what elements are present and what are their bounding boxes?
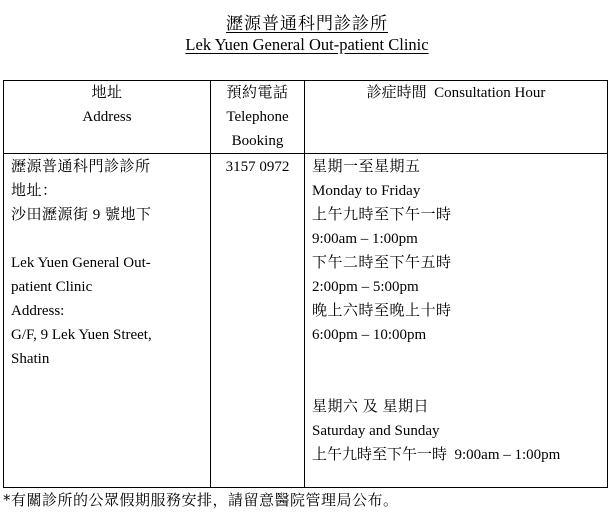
header-address	[4, 81, 211, 154]
header-address-en: Address	[82, 109, 132, 125]
header-phone	[211, 81, 305, 154]
weekday-evening-en: 6:00pm – 10:00pm	[312, 327, 427, 343]
weekend-hours: 上午九時至下午一時 9:00am – 1:00pm	[312, 447, 561, 463]
weekday-days-zh: 星期一至星期五	[312, 159, 421, 175]
header-hours-text: 診症時間 Consultation Hour	[366, 85, 546, 101]
weekday-afternoon-zh: 下午二時至下午五時	[312, 255, 452, 271]
address-line: 瀝源普通科門診診所	[11, 159, 151, 175]
weekday-morning-en: 9:00am – 1:00pm	[312, 231, 418, 247]
title-english: Lek Yuen General Out-patient Clinic	[185, 35, 429, 54]
header-phone-zh: 預約電話	[226, 85, 289, 101]
weekday-afternoon-en: 2:00pm – 5:00pm	[312, 279, 419, 295]
weekday-evening-zh: 晚上六時至晚上十時	[312, 303, 452, 319]
address-line: 地址：	[11, 183, 58, 199]
address-line: patient Clinic	[11, 279, 93, 295]
clinic-info-table	[3, 80, 608, 488]
phone-number: 3157 0972	[225, 159, 290, 175]
header-phone-en-2: Booking	[231, 133, 284, 149]
footnote: *有關診所的公眾假期服務安排，請留意醫院管理局公布。	[3, 491, 399, 509]
hours-cell	[305, 154, 608, 488]
address-line: Lek Yuen General Out-	[11, 255, 151, 271]
header-address-zh: 地址	[91, 85, 123, 101]
address-cell	[4, 154, 211, 488]
weekday-days-en: Monday to Friday	[312, 183, 421, 199]
address-line: G/F, 9 Lek Yuen Street,	[11, 327, 152, 343]
weekend-days-zh: 星期六 及 星期日	[312, 399, 430, 415]
spacer	[312, 347, 607, 395]
address-line: 沙田瀝源街 9 號地下	[11, 207, 152, 223]
table-body-row	[4, 154, 608, 488]
phone-cell	[211, 154, 305, 488]
header-phone-en-1: Telephone	[226, 109, 289, 125]
address-line: Address:	[11, 303, 65, 319]
table-header-row	[4, 81, 608, 154]
header-hours	[305, 81, 608, 154]
weekday-morning-zh: 上午九時至下午一時	[312, 207, 452, 223]
title-chinese: 瀝源普通科門診診所	[226, 14, 388, 33]
address-line-blank	[11, 227, 210, 251]
weekend-days-en: Saturday and Sunday	[312, 423, 440, 439]
address-line: Shatin	[11, 351, 50, 367]
